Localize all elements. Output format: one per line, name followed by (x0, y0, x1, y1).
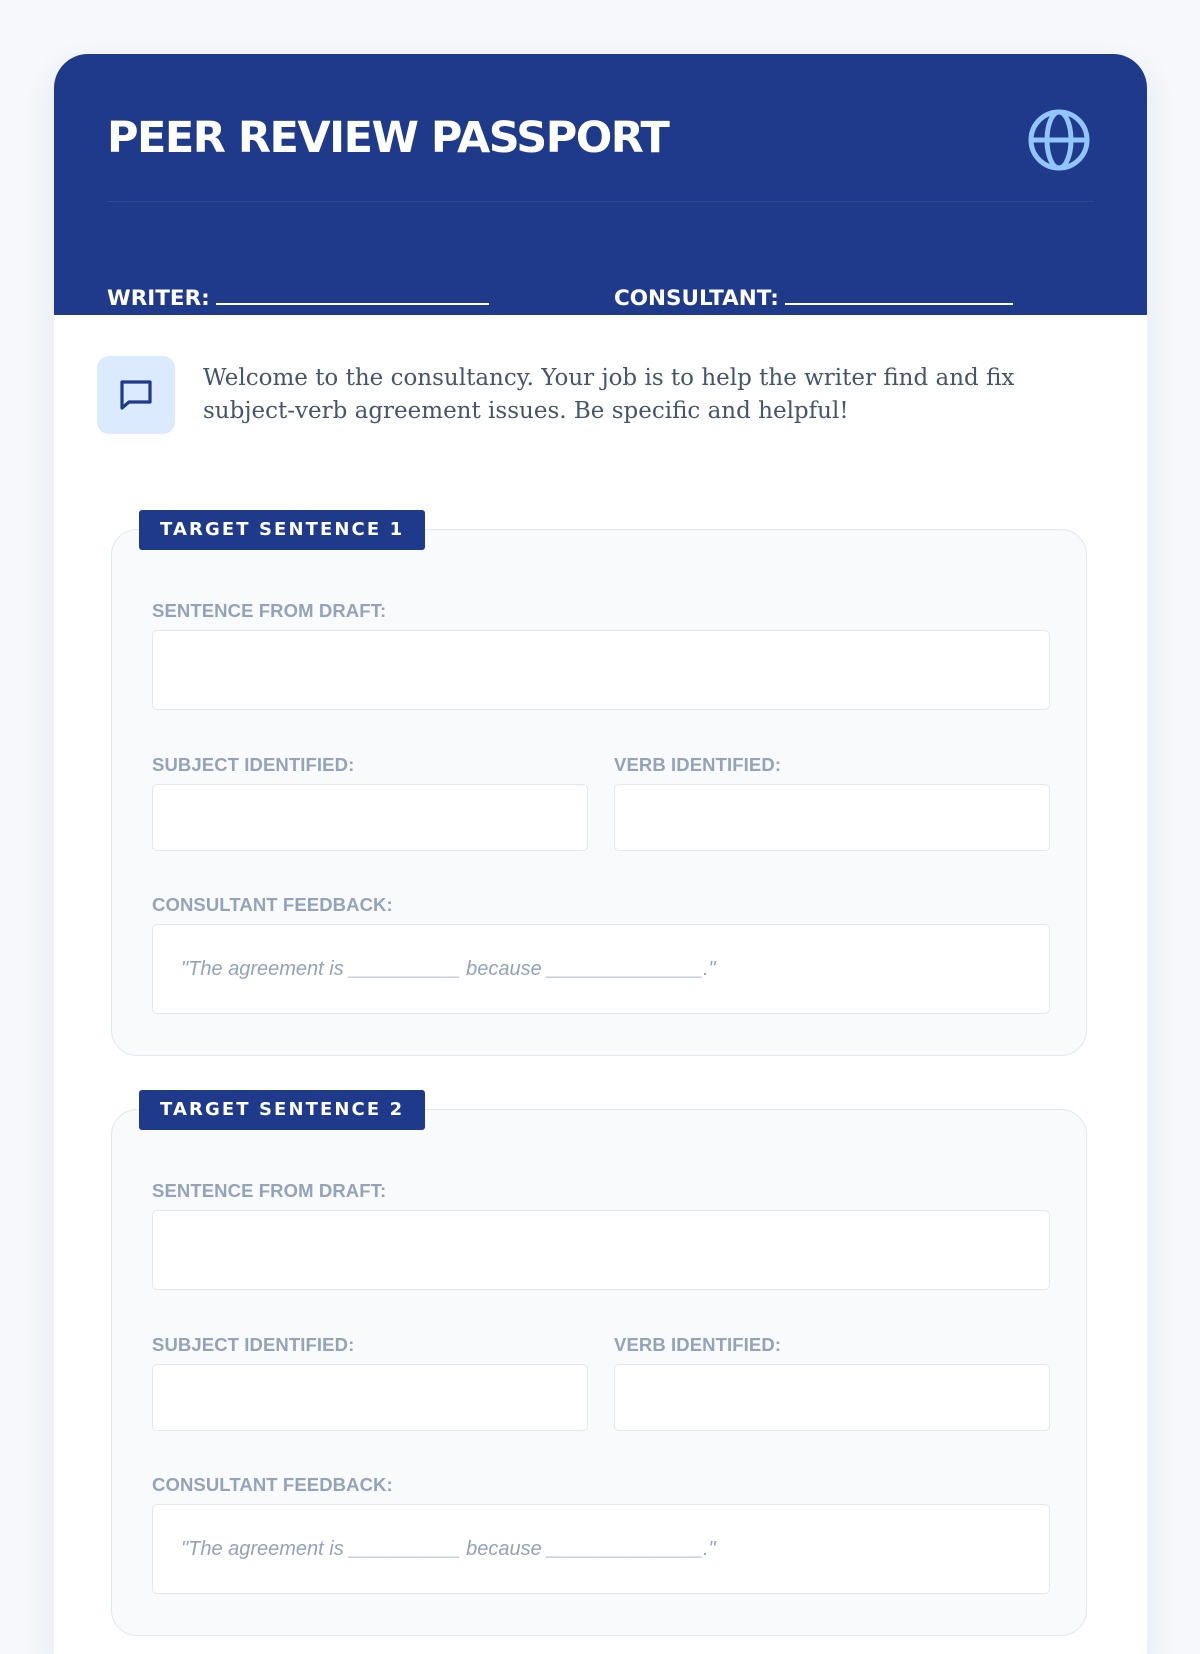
consultant-line (614, 284, 1013, 314)
verb-label: VERB IDENTIFIED: (614, 1334, 782, 1355)
writer-label: WRITER: (107, 286, 210, 311)
sentence-label: SENTENCE FROM DRAFT: (152, 600, 387, 621)
header-divider (107, 201, 1094, 202)
verb-label: VERB IDENTIFIED: (614, 754, 782, 775)
feedback-input[interactable] (152, 924, 1050, 1014)
sentence-input[interactable] (152, 1210, 1050, 1290)
subject-input[interactable] (152, 784, 588, 851)
target-sentence-2 (111, 1099, 1087, 1636)
verb-input[interactable] (614, 784, 1050, 851)
chat-bubble-icon (97, 356, 175, 434)
feedback-input[interactable] (152, 1504, 1050, 1594)
subject-input[interactable] (152, 1364, 588, 1431)
target-sentence-1 (111, 519, 1087, 1056)
section-title: TARGET SENTENCE 1 (139, 510, 425, 550)
passport-card (54, 54, 1147, 1654)
consultant-blank (785, 285, 1013, 305)
subject-label: SUBJECT IDENTIFIED: (152, 754, 355, 775)
page-title: PEER REVIEW PASSPORT (107, 113, 669, 163)
passport-header (54, 54, 1147, 315)
subject-label: SUBJECT IDENTIFIED: (152, 1334, 355, 1355)
consultant-label: CONSULTANT: (614, 286, 779, 311)
sentence-input[interactable] (152, 630, 1050, 710)
feedback-label: CONSULTANT FEEDBACK: (152, 1474, 393, 1495)
feedback-label: CONSULTANT FEEDBACK: (152, 894, 393, 915)
verb-input[interactable] (614, 1364, 1050, 1431)
writer-blank (216, 285, 489, 305)
sentence-label: SENTENCE FROM DRAFT: (152, 1180, 387, 1201)
writer-line (107, 284, 489, 314)
section-title: TARGET SENTENCE 2 (139, 1090, 425, 1130)
globe-icon (1027, 108, 1091, 172)
intro-text: Welcome to the consultancy. Your job is to help the writer find and fix subject-verb agreement issues. Be specific and helpful! (203, 365, 1015, 424)
